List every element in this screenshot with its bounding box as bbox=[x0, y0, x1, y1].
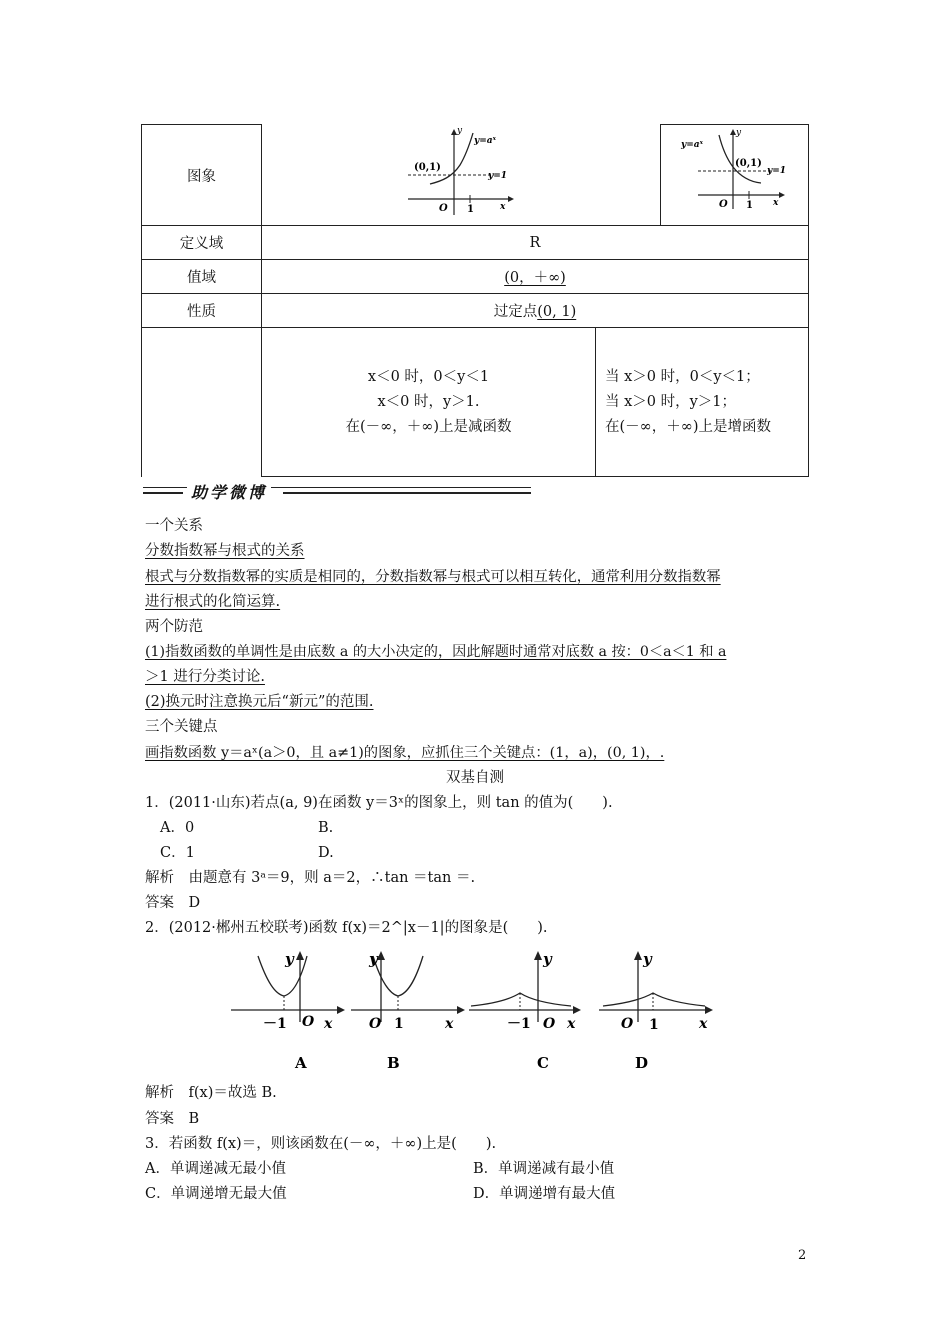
fixed-point-cell bbox=[262, 294, 809, 328]
q1-stem: 1．(2011·山东)若点(a, 9)在函数 y＝3ˣ的图象上，则 tan 的值为( ). bbox=[145, 795, 613, 811]
note-line-3: 进行根式的化简运算. bbox=[145, 594, 281, 610]
monotonic-cell bbox=[262, 328, 809, 477]
graph-increasing-exponential bbox=[661, 125, 808, 226]
graph1-tick: 1 bbox=[467, 203, 474, 215]
graph-d-x: x bbox=[699, 1016, 708, 1032]
graph-d-tick: 1 bbox=[649, 1017, 659, 1033]
graph-d-y: y bbox=[643, 950, 652, 968]
right-prop-2: 当 x＞0 时，y＞1； bbox=[605, 393, 737, 410]
q2-stem: 2．(2012·郴州五校联考)函数 f(x)＝2^|x－1|的图象是( ). bbox=[145, 920, 548, 936]
left-prop-2: x＜0 时，y＞1. bbox=[377, 393, 480, 410]
graph-b-origin: O bbox=[369, 1016, 382, 1032]
note-line-4: (1)指数函数的单调性是由底数 a 的大小决定的，因此解题时通常对底数 a 按：0＜a＜1 和 a bbox=[145, 644, 727, 660]
graph-d-origin: O bbox=[621, 1016, 634, 1032]
graph-c-tick: －1 bbox=[507, 1016, 531, 1032]
exponential-properties-table bbox=[141, 124, 809, 477]
q2-graph-b[interactable] bbox=[351, 950, 465, 1072]
row-label-property: 性质 bbox=[142, 294, 262, 328]
study-tips-banner bbox=[143, 483, 531, 503]
graph-c-y: y bbox=[543, 950, 552, 968]
graph-cell-decreasing bbox=[262, 125, 661, 226]
graph-b-y: y bbox=[369, 950, 378, 968]
note-heading-2: 两个防范 bbox=[145, 619, 203, 635]
q3-stem: 3．若函数 f(x)＝，则该函数在(－∞，＋∞)上是( ). bbox=[145, 1136, 497, 1152]
q3-option-a[interactable]: A．单调递减无最小值 bbox=[145, 1161, 286, 1177]
q1-option-c[interactable]: C．1 bbox=[160, 845, 195, 861]
graph-a-y: y bbox=[285, 950, 294, 968]
increasing-properties bbox=[596, 328, 808, 476]
graph2-y-label: y bbox=[736, 128, 742, 138]
q1-option-a[interactable]: A．0 bbox=[160, 820, 195, 836]
q2-answer: 答案 B bbox=[145, 1111, 200, 1127]
q3-option-c[interactable]: C．单调递增无最大值 bbox=[145, 1186, 287, 1202]
q2-graph-c[interactable] bbox=[469, 950, 581, 1072]
q2-graph-a[interactable] bbox=[231, 950, 345, 1072]
graph1-equation: y=aˣ bbox=[474, 135, 496, 146]
graph-c-x: x bbox=[567, 1016, 576, 1032]
graph1-point: (0,1) bbox=[414, 161, 441, 173]
graph-a-origin: O bbox=[302, 1014, 315, 1030]
q1-analysis: 解析 由题意有 3ᵃ＝9，则 a＝2，∴tan ＝tan ＝. bbox=[145, 870, 476, 886]
graph1-asymptote: y=1 bbox=[488, 170, 508, 181]
graph2-x-label: x bbox=[773, 198, 779, 208]
left-prop-3: 在(－∞，＋∞)上是减函数 bbox=[345, 418, 512, 435]
range-value: (0，＋∞) bbox=[504, 270, 566, 286]
graph1-y-label: y bbox=[457, 125, 463, 136]
fixed-point-value: (0, 1) bbox=[537, 304, 577, 320]
graph-decreasing-exponential bbox=[262, 125, 660, 226]
q1-option-d[interactable]: D. bbox=[318, 845, 334, 861]
fixed-point-prefix: 过定点 bbox=[493, 304, 538, 320]
note-heading-3: 三个关键点 bbox=[145, 719, 218, 735]
row-label-graph: 图象 bbox=[142, 125, 262, 226]
graph2-point: (0,1) bbox=[735, 158, 762, 169]
q2-analysis: 解析 f(x)＝故选 B. bbox=[145, 1085, 277, 1101]
graph2-asymptote: y=1 bbox=[767, 166, 787, 176]
note-heading-1: 一个关系 bbox=[145, 518, 203, 534]
right-prop-3: 在(－∞，＋∞)上是增函数 bbox=[605, 418, 771, 435]
graph-d-label: D bbox=[635, 1054, 649, 1072]
graph2-equation: y=aˣ bbox=[681, 140, 703, 150]
domain-value: R bbox=[262, 226, 809, 260]
note-line-2: 根式与分数指数幂的实质是相同的，分数指数幂与根式可以相互转化，通常利用分数指数幂 bbox=[145, 569, 721, 585]
graph-c-origin: O bbox=[543, 1016, 556, 1032]
range-cell bbox=[262, 260, 809, 294]
note-line-5: ＞1 进行分类讨论. bbox=[145, 669, 265, 685]
graph-a-tick: －1 bbox=[263, 1016, 287, 1032]
right-prop-1: 当 x＞0 时，0＜y＜1； bbox=[605, 368, 760, 385]
q3-option-b[interactable]: B．单调递减有最小值 bbox=[473, 1161, 615, 1177]
section-title: 双基自测 bbox=[446, 770, 504, 786]
note-line-1: 分数指数幂与根式的关系 bbox=[145, 543, 305, 559]
banner-title: 助学微博 bbox=[187, 483, 271, 503]
graph-cell-increasing bbox=[661, 125, 809, 226]
note-line-7: 画指数函数 y＝aˣ(a＞0，且 a≠1)的图象，应抓住三个关键点：(1，a)，(0, 1)，. bbox=[145, 745, 665, 761]
q3-option-d[interactable]: D．单调递增有最大值 bbox=[473, 1186, 616, 1202]
graph2-tick: 1 bbox=[746, 200, 753, 211]
property-empty-cell bbox=[142, 328, 262, 477]
graph-b-label: B bbox=[387, 1054, 400, 1072]
q1-option-b[interactable]: B. bbox=[318, 820, 334, 836]
graph2-origin: O bbox=[719, 199, 728, 210]
q1-answer: 答案 D bbox=[145, 895, 201, 911]
q2-option-graphs bbox=[225, 946, 725, 1076]
graph1-origin: O bbox=[439, 202, 448, 214]
row-label-domain: 定义域 bbox=[142, 226, 262, 260]
graph-b-tick: 1 bbox=[394, 1016, 404, 1032]
graph-b-x: x bbox=[445, 1016, 454, 1032]
note-line-6: (2)换元时注意换元后“新元”的范围. bbox=[145, 694, 374, 710]
graph-a-label: A bbox=[295, 1054, 307, 1072]
decreasing-properties bbox=[262, 328, 596, 476]
q2-graph-d[interactable] bbox=[599, 950, 713, 1072]
left-prop-1: x＜0 时，0＜y＜1 bbox=[367, 368, 490, 385]
row-label-range: 值域 bbox=[142, 260, 262, 294]
graph1-x-label: x bbox=[500, 201, 506, 212]
graph-a-x: x bbox=[324, 1016, 333, 1032]
page-number: 2 bbox=[798, 1248, 807, 1263]
graph-c-label: C bbox=[537, 1054, 549, 1072]
